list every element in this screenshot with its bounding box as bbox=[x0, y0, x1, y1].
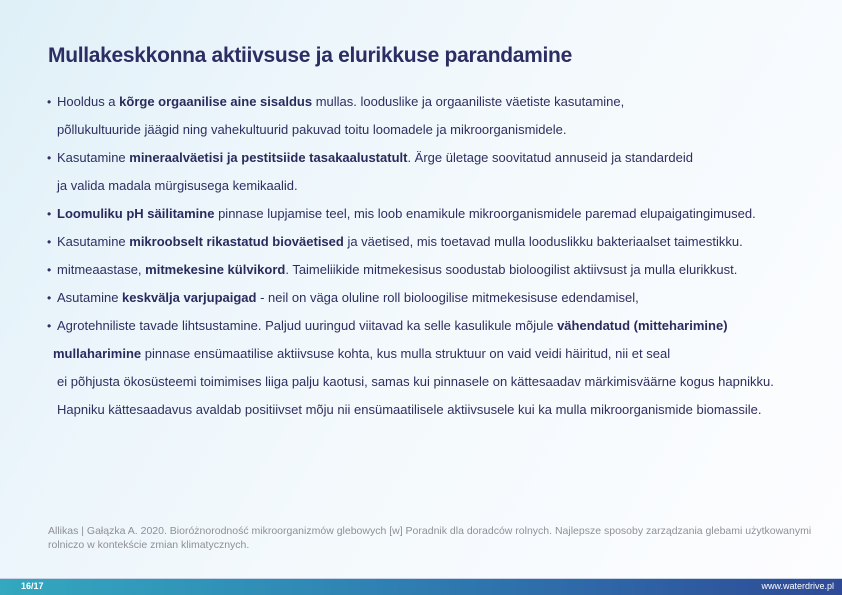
bullet-dot-icon: • bbox=[47, 207, 52, 221]
body-text: pinnase lupjamise teel, mis loob enamikule mikroorganismidele paremad elupaigatingimused. bbox=[214, 206, 756, 221]
bullet-dot-icon: • bbox=[47, 235, 52, 249]
body-text: ei põhjusta ökosüsteemi toimimises liiga palju kaotusi, samas kui pinnasele on kättesaadav märkimisväärne kogus hapnikku. bbox=[57, 374, 774, 389]
body-text: - neil on väga oluline roll bioloogilise mitmekesisuse edendamisel, bbox=[256, 290, 639, 305]
emphasis-text: Loomuliku pH säilitamine bbox=[57, 206, 215, 221]
body-text: ja väetised, mis toetavad mulla looduslikku bakteriaalset taimestikku. bbox=[343, 234, 743, 249]
bullet-continuation bbox=[47, 120, 842, 148]
bullet-continuation bbox=[47, 176, 842, 204]
bullet-item bbox=[47, 260, 842, 288]
page-number: 16/17 bbox=[21, 581, 44, 591]
bullet-continuation bbox=[47, 344, 842, 372]
emphasis-text: vähendatud (mitteharimine) bbox=[557, 318, 728, 333]
bullet-dot-icon: • bbox=[47, 263, 52, 277]
bullet-item bbox=[47, 148, 842, 176]
source-reference: Allikas | Gałązka A. 2020. Bioróżnorodność mikroorganizmów glebowych [w] Poradnik dla doradców rolnych. Najlepsze sposoby zarządzania glebami użytkowanymi rolniczo w kontekście zmian klimatycznych. bbox=[48, 525, 812, 551]
emphasis-text: keskvälja varjupaigad bbox=[122, 290, 257, 305]
body-text: Kasutamine bbox=[57, 234, 130, 249]
footer-bar bbox=[0, 578, 842, 595]
emphasis-text: mitmekesine külvikord bbox=[145, 262, 286, 277]
bullet-continuation bbox=[47, 372, 842, 400]
bullet-list bbox=[47, 92, 842, 428]
body-text: . Ärge ületage soovitatud annuseid ja standardeid bbox=[407, 150, 693, 165]
bullet-dot-icon: • bbox=[47, 319, 52, 333]
bullet-item bbox=[47, 316, 842, 344]
body-text: Hapniku kättesaadavus avaldab positiivset mõju nii ensümaatilisele aktiivsusele kui ka mulla mikroorganismide biomassile. bbox=[57, 402, 762, 417]
body-text: mitmeaastase, bbox=[57, 262, 146, 277]
bullet-item bbox=[47, 204, 842, 232]
website-link[interactable]: www.waterdrive.pl bbox=[761, 581, 834, 591]
body-text: pinnase ensümaatilise aktiivsuse kohta, kus mulla struktuur on vaid veidi häiritud, nii et seal bbox=[141, 346, 671, 361]
body-text: Asutamine bbox=[57, 290, 123, 305]
bullet-dot-icon: • bbox=[47, 95, 52, 109]
bullet-item bbox=[47, 92, 842, 120]
bullet-continuation bbox=[47, 400, 842, 428]
body-text: mullas. looduslike ja orgaaniliste väetiste kasutamine, bbox=[312, 94, 625, 109]
body-text: ja valida madala mürgisusega kemikaalid. bbox=[57, 178, 298, 193]
body-text: põllukultuuride jäägid ning vahekultuurid pakuvad toitu loomadele ja mikroorganismidele. bbox=[57, 122, 567, 137]
body-text: Kasutamine bbox=[57, 150, 130, 165]
bullet-item bbox=[47, 232, 842, 260]
bullet-dot-icon: • bbox=[47, 291, 52, 305]
slide-title: Mullakeskkonna aktiivsuse ja elurikkuse parandamine bbox=[48, 44, 572, 67]
bullet-item bbox=[47, 288, 842, 316]
body-text: Hooldus a bbox=[57, 94, 120, 109]
emphasis-text: mullaharimine bbox=[53, 346, 142, 361]
bullet-dot-icon: • bbox=[47, 151, 52, 165]
body-text: Agrotehniliste tavade lihtsustamine. Paljud uuringud viitavad ka selle kasulikule mõjule bbox=[57, 318, 558, 333]
emphasis-text: mineraalväetisi ja pestitsiide tasakaalustatult bbox=[129, 150, 408, 165]
emphasis-text: kõrge orgaanilise aine sisaldus bbox=[119, 94, 313, 109]
emphasis-text: mikroobselt rikastatud bioväetised bbox=[129, 234, 344, 249]
body-text: . Taimeliikide mitmekesisus soodustab bioloogilist aktiivsust ja mulla elurikkust. bbox=[285, 262, 738, 277]
